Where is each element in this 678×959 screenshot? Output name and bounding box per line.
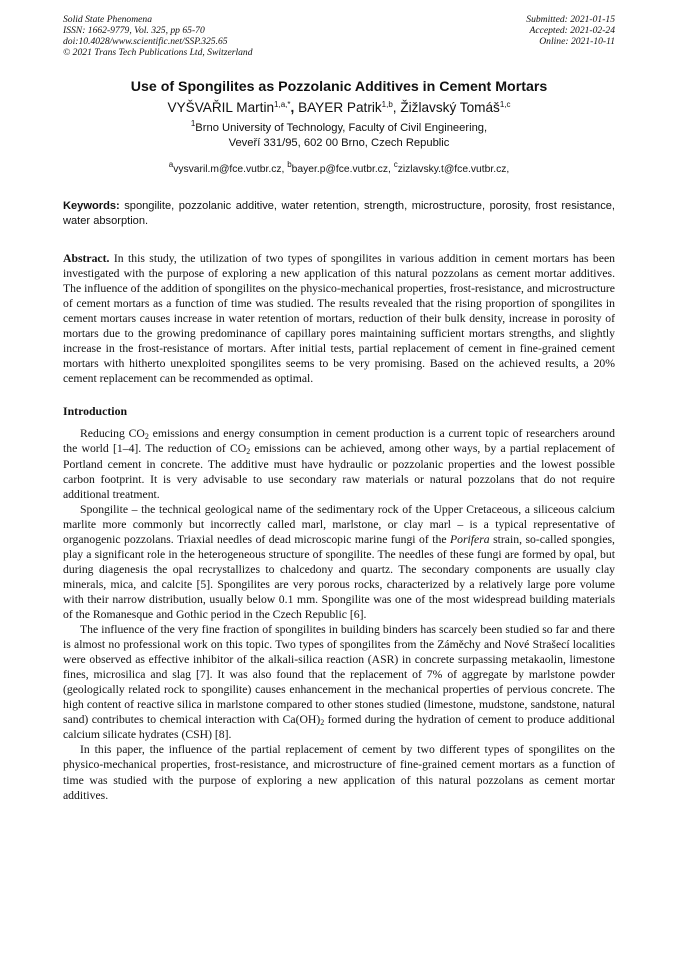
text-run: Reducing CO xyxy=(80,427,145,441)
email-mark: c xyxy=(393,160,398,169)
intro-paragraph-1 xyxy=(63,426,615,501)
affiliation xyxy=(63,121,615,151)
email-link[interactable]: bayer.p@fce.vutbr.cz, xyxy=(291,164,394,175)
affiliation-text: Brno University of Technology, Faculty of Civil Engineering, xyxy=(195,122,488,134)
intro-paragraph-3 xyxy=(63,622,615,742)
text-run: strain, so-called spongies, play a significant role in the heterogeneous structure of spongilite. The needles of these fungi are formed by opal, but during diagenesis the opal recrystallizes to chalcedony and quartz. The secondary components are usually clay minerals, mica, and calcite [5]. Spongilites are very porous rocks, characterized by a relatively large pore volume with their narrow distribution, usually below 0.1 mm. Spongilite was one of the most widespread building materials of the Romanesque and Gothic period in the Czech Republic [6]. xyxy=(63,532,615,621)
subscript: 2 xyxy=(320,718,325,728)
italic-term: Porifera xyxy=(450,532,490,546)
abstract-label: Abstract. xyxy=(63,252,110,265)
subscript: 2 xyxy=(246,447,251,457)
author-emails xyxy=(63,160,615,177)
paper-title: Use of Spongilites as Pozzolanic Additives in Cement Mortars xyxy=(130,79,548,95)
text-run: emissions and energy consumption in cement production is a current topic of researchers around the world [1–4]. The reduction of CO xyxy=(63,427,615,456)
author-separator: , xyxy=(290,100,299,115)
journal-info xyxy=(63,14,253,58)
intro-paragraph-2 xyxy=(63,502,615,622)
author-name: Žižlavský Tomáš xyxy=(400,100,500,115)
text-run: emissions can be achieved, among other ways, by a partial replacement of Portland cement in concrete. The additive must have hydraulic or pozzolanic properties and the lowest possible carbon footprint. It is very advisable to use secondary raw materials or natural pozzolans that do not require additional treatment. xyxy=(63,442,615,501)
email-mark: a xyxy=(168,160,174,169)
journal-doi: doi:10.4028/www.scientific.net/SSP.325.65 xyxy=(63,36,228,47)
date-submitted: Submitted: 2021-01-15 xyxy=(526,14,615,25)
affiliation-line: Veveří 331/95, 602 00 Brno, Czech Republic xyxy=(228,137,450,149)
affiliation-line xyxy=(63,121,615,136)
author-affiliation-mark: 1,a,* xyxy=(274,100,291,109)
abstract xyxy=(63,251,615,386)
keywords-label: Keywords: xyxy=(63,200,120,212)
journal-copyright: © 2021 Trans Tech Publications Ltd, Switzerland xyxy=(63,47,253,58)
author-list xyxy=(63,99,615,117)
date-accepted: Accepted: 2021-02-24 xyxy=(529,25,615,36)
intro-paragraph-4: In this paper, the influence of the partial replacement of cement by two different types of spongilites on the physico-mechanical properties, frost-resistance, and microstructure of fine-grained cement mortars as a function of time was studied with the purpose of exploring a new application of this natural pozzolans as cement mortar additives. xyxy=(63,743,615,802)
affiliation-mark: 1 xyxy=(190,119,196,128)
journal-name: Solid State Phenomena xyxy=(63,14,152,25)
abstract-text: In this study, the utilization of two types of spongilites in various addition in cement mortars has been investigated with the purpose of exploring a new application of this natural pozzolans as cement mortar additives. The influence of the addition of spongilites on the physico-mechanical properties, frost-resistance, and microstructure of cement mortars as a function of time was studied. The results revealed that the rising proportion of spongilites in cement mortars causes increase in water retention of mortars, reduction of their bulk density, increase in porosity of mortars due to the growing predominance of capillary pores maintaining sufficient mortars strengths, and slightly increase in the frost-resistance of mortars. After initial tests, partial replacement of cement in fine-grained cement mortars with hitherto unexploited spongilites seems to be very promising. Based on the achieved results, a 20% cement replacement can be recommended as optimal. xyxy=(63,252,615,386)
text-run: Spongilite – the technical geological name of the sedimentary rock of the Upper Cretaceous, a siliceous calcium marlite more commonly but incorrectly called marl, marlstone, or clay marl – is a typical representative of organogenic pozzolans. Triaxial needles of dead microscopic marine fungi of the xyxy=(63,502,615,546)
paper-page xyxy=(63,14,615,803)
keywords xyxy=(63,199,615,229)
author-affiliation-mark: 1,b xyxy=(381,100,393,109)
text-run: The influence of the very fine fraction of spongilites in building binders has scarcely been studied so far and there is almost no professional work on this topic. Two types of spongilites from the Záměchy and Nové Strašecí localities were observed as effective inhibitor of the alkali-silica reaction (ASR) in concrete surpassing metakaolin, limestone fines, microsilica and slag [7]. It was also found that the replacement of 7% of aggregate by marlstone powder (geologically related rock to spongilite) causes enhancement in the mechanical properties of pervious concrete. The high content of reactive silica in marlstone compared to other stones studied (limestone, mudstone, sandstone, natural sand) contributes to chemical interaction with Ca(OH) xyxy=(63,623,615,727)
email-link[interactable]: vysvaril.m@fce.vutbr.cz, xyxy=(173,164,288,175)
email-mark: b xyxy=(287,160,292,169)
author-separator: , xyxy=(392,100,401,115)
author-name: VYŠVAŘIL Martin xyxy=(167,100,275,115)
keywords-text: spongilite, pozzolanic additive, water retention, strength, microstructure, porosity, frost resistance, water absorption. xyxy=(63,200,615,227)
section-heading-introduction: Introduction xyxy=(63,404,128,419)
author-name: BAYER Patrik xyxy=(298,100,382,115)
publication-dates xyxy=(526,14,615,58)
text-run: formed during the hydration of cement to produce additional calcium silicate hydrates (CSH) [8]. xyxy=(63,713,615,742)
journal-issn: ISSN: 1662-9779, Vol. 325, pp 65-70 xyxy=(63,25,205,36)
author-affiliation-mark: 1,c xyxy=(499,100,511,109)
date-online: Online: 2021-10-11 xyxy=(539,36,615,47)
subscript: 2 xyxy=(144,432,149,442)
email-link[interactable]: zizlavsky.t@fce.vutbr.cz, xyxy=(397,164,510,175)
journal-header xyxy=(63,14,615,58)
